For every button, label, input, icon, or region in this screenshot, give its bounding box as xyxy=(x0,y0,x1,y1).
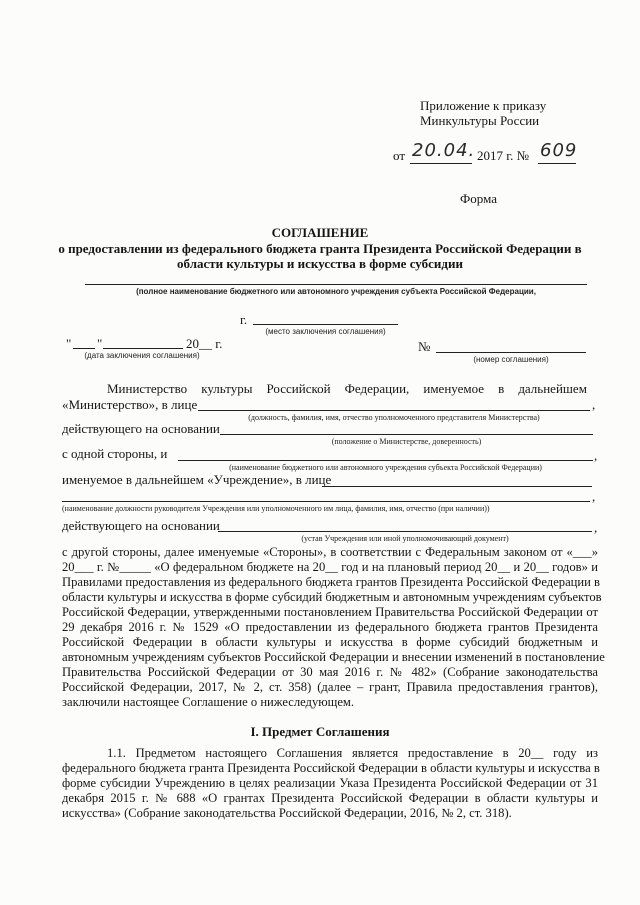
comma-2: , xyxy=(594,448,598,463)
city-label: г. xyxy=(240,312,248,327)
body-text xyxy=(62,545,605,710)
comma-3: , xyxy=(592,489,596,504)
institution-name-line xyxy=(85,284,587,285)
annex-line-2: Минкультуры России xyxy=(420,113,540,128)
annex-line-1: Приложение к приказу xyxy=(420,98,547,113)
order-from-label: от xyxy=(393,148,406,163)
number-caption: (номер соглашения) xyxy=(473,355,549,364)
section-1-last-line: искусства» (Собрание законодательства Российской Федерации, 2016, № 2, ст. 318). xyxy=(62,806,512,820)
section-1-line: декабря 2015 г. № 688 «О грантах Президента Российской Федерации в области культуры и xyxy=(62,791,598,805)
number-label: № xyxy=(418,339,431,354)
word: культуры xyxy=(201,381,253,396)
institution-head-caption: (наименование должности руководителя Учреждения или уполномоченного им лица, фамилия, имя, отчество (при наличии)) xyxy=(62,504,490,513)
comma-1: , xyxy=(592,397,596,412)
section-1-heading: I. Предмет Соглашения xyxy=(250,724,390,739)
section-1-line: федерального бюджета гранта Президента Российской Федерации в области культуры и искусства в xyxy=(62,761,600,775)
date-quote-open: " xyxy=(66,336,72,351)
place-line[interactable] xyxy=(253,324,398,325)
body-line: Правилами предоставления из федерального бюджета грантов Президента Российской Федерации в xyxy=(62,575,600,589)
institution-basis-caption: (устав Учреждения или иной уполномочивающий документ) xyxy=(301,534,509,543)
order-number-line xyxy=(538,163,576,164)
body-line: Российской Федерации, 2017, № 2, ст. 358) (далее – грант, Правила предоставления грантов), xyxy=(62,680,598,694)
section-1-line: 1.1. Предметом настоящего Соглашения является предоставление в 20__ году из xyxy=(107,746,598,760)
ministry-official-caption: (должность, фамилия, имя, отчество уполномоченного представителя Министерства) xyxy=(248,413,540,422)
word: в xyxy=(498,381,505,396)
word: дальнейшем xyxy=(518,381,587,396)
date-year-label: 20__ г. xyxy=(186,336,223,351)
agreement-number-line[interactable] xyxy=(436,352,586,353)
section-1-text xyxy=(62,746,598,821)
body-line: Российской Федерации, утвержденными постановлением Правительства Российской Федерации от xyxy=(62,605,598,619)
date-month-line[interactable] xyxy=(103,348,183,349)
body-line: 20___ г. №_____ «О федеральном бюджете на 20__ год и на плановый период 20__ и 20__ годов» и xyxy=(62,560,598,574)
comma-4: , xyxy=(594,520,598,535)
ministry-basis-line[interactable] xyxy=(220,434,593,435)
document-title: СОГЛАШЕНИЕ xyxy=(271,225,369,240)
word: Министерство xyxy=(107,381,188,396)
date-caption: (дата заключения соглашения) xyxy=(84,351,200,360)
place-caption: (место заключения соглашения) xyxy=(265,327,386,336)
body-line: области культуры и искусства в форме субсидий бюджетным и автономным учреждениям субъектов xyxy=(62,590,602,604)
paragraph-1-line-1 xyxy=(107,381,587,396)
institution-basis-line[interactable] xyxy=(218,531,592,532)
document-subtitle-1: о предоставлении из федерального бюджета гранта Президента Российской Федерации в xyxy=(58,241,582,256)
ministry-basis-label: действующего на основании xyxy=(62,421,220,436)
ministry-official-line[interactable] xyxy=(198,410,590,411)
body-line: с другой стороны, далее именуемые «Стороны», в соответствии с Федеральным законом от «___» xyxy=(62,545,598,559)
word: Федерации, xyxy=(344,381,410,396)
order-number-handwritten: 609 xyxy=(540,140,578,161)
body-line: 29 декабря 2016 г. № 1529 «О предоставлении из федерального бюджета грантов Президента xyxy=(62,620,598,634)
date-quote-close: " xyxy=(97,336,103,351)
order-date-handwritten: 20.04. xyxy=(412,140,476,161)
one-side-label: с одной стороны, и xyxy=(62,446,168,461)
word: именуемое xyxy=(423,381,485,396)
body-line: Российской Федерации в области культуры и искусства в форме субсидий бюджетным и xyxy=(62,635,598,649)
institution-name-caption: (полное наименование бюджетного или автономного учреждения субъекта Российской Федерации, xyxy=(136,287,536,296)
document-subtitle-2: области культуры и искусства в форме субсидии xyxy=(177,256,463,271)
institution-2-line[interactable] xyxy=(178,460,593,461)
word: Российской xyxy=(266,381,331,396)
institution-head-line-b[interactable] xyxy=(62,501,590,502)
institution-in-person-label: именуемое в дальнейшем «Учреждение», в лице xyxy=(62,472,332,487)
date-day-line[interactable] xyxy=(73,348,95,349)
ministry-basis-caption: (положение о Министерстве, доверенность) xyxy=(331,437,482,446)
institution-2-caption: (наименование бюджетного или автономного учреждения субъекта Российской Федерации) xyxy=(229,463,542,472)
order-date-line xyxy=(410,163,472,164)
body-last-line: заключили настоящее Соглашение о нижеследующем. xyxy=(62,695,355,709)
ministry-in-person-label: «Министерство», в лице xyxy=(62,397,198,412)
section-1-line: форме субсидии Учреждению в целях реализации Указа Президента Российской Федерации от 31 xyxy=(62,776,598,790)
institution-basis-label: действующего на основании xyxy=(62,518,220,533)
order-year-text: 2017 г. № xyxy=(477,148,530,163)
body-line: Правительства Российской Федерации от 30 мая 2016 г. № 482» (Собрание законодательства xyxy=(62,665,598,679)
body-line: автономным учреждениям субъектов Российской Федерации и внесении изменений в постановление xyxy=(62,650,605,664)
form-label: Форма xyxy=(460,191,497,206)
institution-head-line-a[interactable] xyxy=(322,486,592,487)
